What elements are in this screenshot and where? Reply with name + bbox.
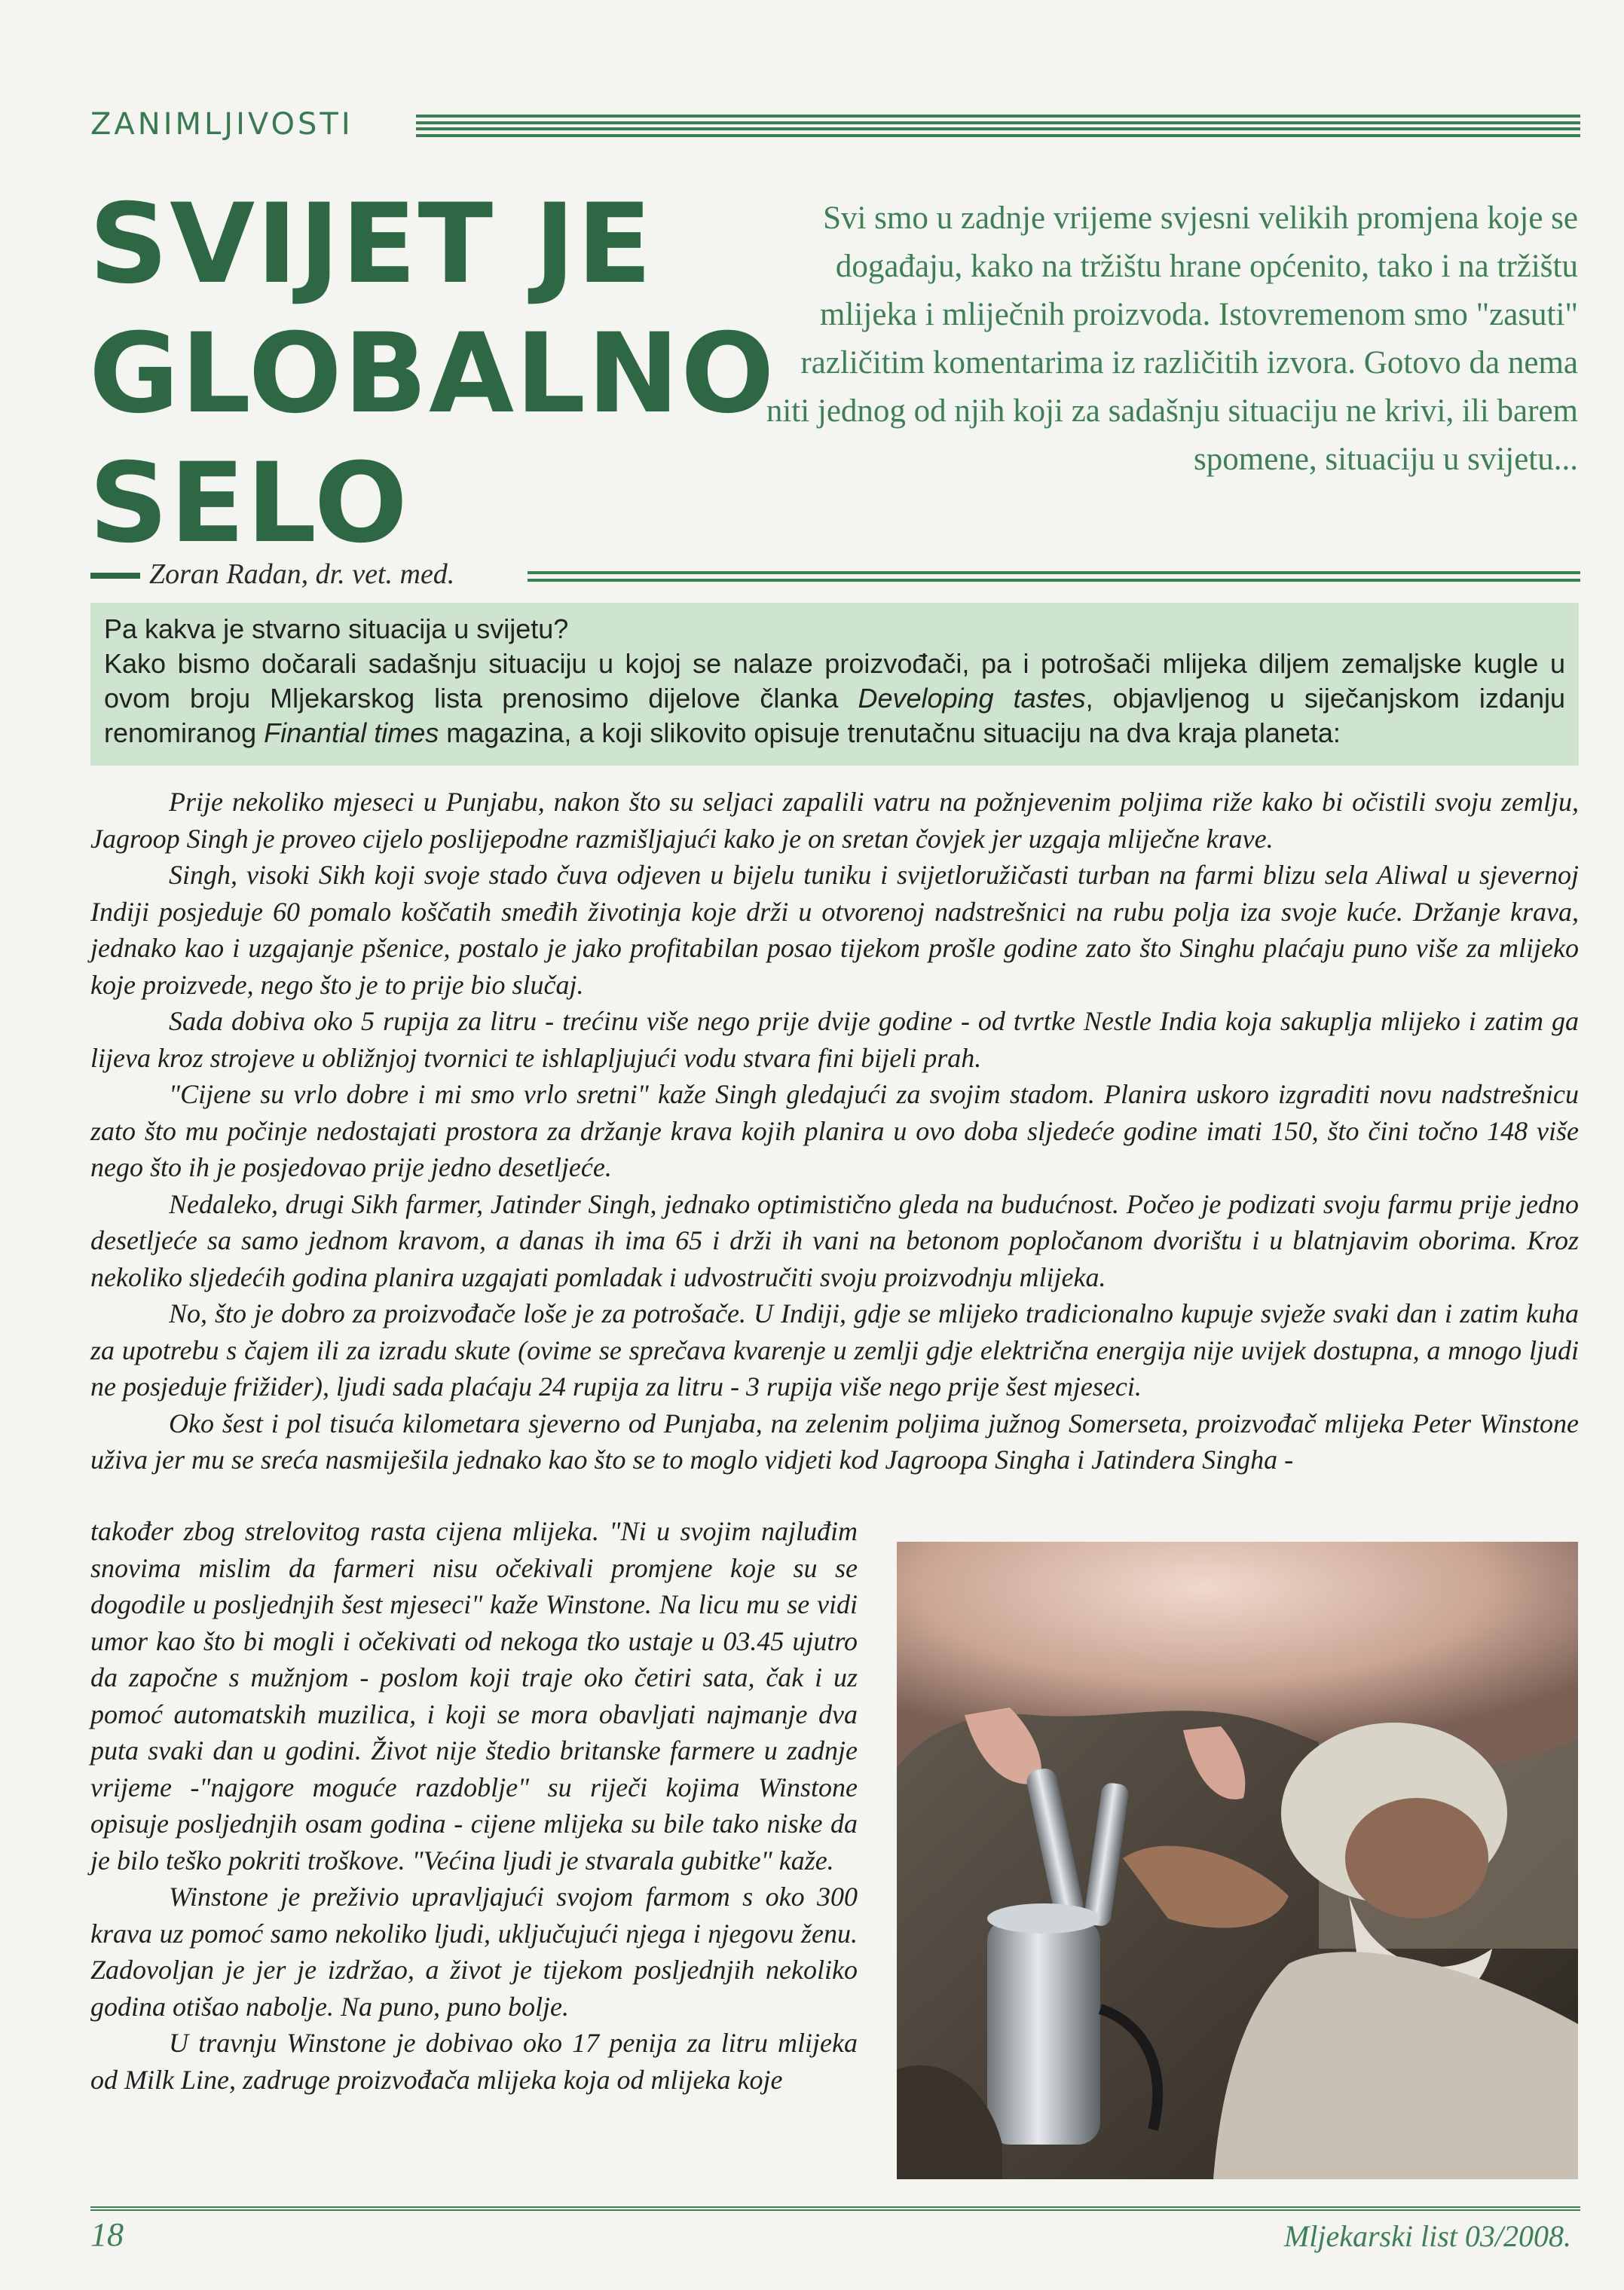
magazine-source-name: Finantial times [264,717,439,748]
author-dash [90,573,140,579]
article-lead: Svi smo u zadnje vrijeme svjesni velikih promjena koje se događaju, kako na tržištu hrane općenito, tako i na tržištu mlijeka i mliječnih proizvoda. Istovremenom smo "zasuti" različitim komentarima iz različitih izvora. Gotovo da nema niti jednog od njih koji za sadašnju situaciju ne krivi, ili barem spomene, situaciju u svijetu... [766,200,1578,477]
body-paragraph: također zbog strelovitog rasta cijena mlijeka. "Ni u svojim najluđim snovima mislim da farmeri nisu očekivali promjene koje su se dogodile u posljednjih šest mjeseci" kaže Winstone. Na licu mu se vidi umor kao što bi mogli i očekivati od nekoga tko ustaje u 03.45 ujutro da započne s mužnjom - poslom koji traje oko četiri sata, čak i uz pomoć automatskih muzilica, i koji se mora obavljati najmanje dva puta svaki dan u godini. Život nije štedio britanske farmere u zadnje vrijeme -"najgore moguće razdoblje" su riječi kojima Winstone opisuje posljednjih osam godina - cijene mlijeka su bile tako niske da je bilo teško pokriti troškove. "Većina ljudi je stvarala gubitke" kaže. [90,1516,858,1876]
article-title [89,179,775,568]
magazine-issue: Mljekarski list 03/2008. [1283,2219,1571,2253]
body-paragraph: "Cijene su vrlo dobre i mi smo vrlo sretni" kaže Singh gledajući za svojim stadom. Planira uskoro izgraditi novu nadstrešnicu zato što mu počinje nedostajati prostora za držanje krava kojih planira u ovo doba sljedeće godine imati 150, što čini točno 148 više nego što ih je posjedovao prije jedno desetljeće. [90,1079,1579,1182]
body-paragraph: Winstone je preživio upravljajući svojom farmom s oko 300 krava uz pomoć samo nekoliko ljudi, uključujući njega i njegovu ženu. Zadovoljan je jer je izdržao, a život je tijekom posljednjih nekoliko godina otišao nabolje. Na puno, puno bolje. [90,1882,858,2022]
intro-text-part: , objavljenog u siječanjskom izdanju renomiranog [104,683,1565,748]
title-line-2: GLOBALNO [89,310,776,438]
body-paragraph: U travnju Winstone je dobivao oko 17 penija za litru mlijeka od Milk Line, zadruge proizvođača mlijeka koja od mlijeka koje [90,2028,858,2095]
author-line [90,556,1580,594]
author-rule [528,571,1580,582]
title-line-1: SVIJET JE [89,180,653,308]
footer-rule [90,2206,1580,2211]
milking-photo-illustration [897,1542,1578,2179]
intro-text [104,647,1565,751]
title-line-3: SELO [89,439,409,567]
intro-text-part: magazina, a koji slikovito opisuje trenutačnu situaciju na dva kraja planeta: [439,717,1341,748]
body-paragraph: No, što je dobro za proizvođače loše je za potrošače. U Indiji, gdje se mlijeko tradicionalno kupuje svježe svaki dan i zatim kuha za upotrebu s čajem ili za izradu skute (ovime se sprečava kvarenje u zemlji gdje električna energija nije uvijek dostupna, a mnogo ljudi ne posjeduje frižider), ljudi sada plaćaju 24 rupija za litru - 3 rupija više nego prije šest mjeseci. [90,1298,1579,1402]
body-paragraph: Oko šest i pol tisuća kilometara sjeverno od Punjaba, na zelenim poljima južnog Somerseta, proizvođač mlijeka Peter Winstone uživa jer mu se sreća nasmiješila jednako kao što se to moglo vidjeti kod Jagroopa Singha i Jatindera Singha - [90,1408,1579,1475]
article-source-title: Developing tastes [858,683,1086,714]
body-paragraph: Sada dobiva oko 5 rupija za litru - trećinu više nego prije dvije godine - od tvrtke Nestle India koja sakuplja mlijeko i zatim ga lijeva kroz strojeve u obližnjoj tvornici te ishlapljujući vodu stvara fini bijeli prah. [90,1006,1579,1073]
article-body [90,784,1579,1478]
section-rule [416,115,1580,137]
milking-photo [897,1542,1578,2179]
article-body-narrow [90,1513,858,2098]
author-name: Zoran Radan, dr. vet. med. [149,558,455,590]
intro-question: Pa kakva je stvarno situacija u svijetu? [104,613,569,644]
section-label: ZANIMLJIVOSTI [90,107,353,142]
body-paragraph: Nedaleko, drugi Sikh farmer, Jatinder Singh, jednako optimistično gleda na budućnost. Počeo je podizati svoju farmu prije jedno desetljeće sa samo jednom kravom, a danas ih ima 65 i drži ih vani na betonom popločanom dvorištu i u blatnjavim oborima. Kroz nekoliko sljedećih godina planira uzgajati pomladak i udvostručiti svoju proizvodnju mlijeka. [90,1188,1579,1292]
body-paragraph: Prije nekoliko mjeseci u Punjabu, nakon što su seljaci zapalili vatru na požnjevenim poljima riže kako bi očistili svoju zemlju, Jagroop Singh je proveo cijelo poslijepodne razmišljajući kako je on sretan čovjek jer uzgaja mliječne krave. [90,787,1579,854]
page-number: 18 [90,2216,124,2253]
intro-box [90,603,1579,766]
intro-text-part: Kako bismo dočarali sadašnju situaciju u kojoj se nalaze proizvođači, pa i potrošači mlijeka diljem zemaljske kugle u ovom broju Mljekarskog lista prenosimo dijelove članka [104,648,1565,714]
body-paragraph: Singh, visoki Sikh koji svoje stado čuva odjeven u bijelu tuniku i svijetloružičasti turban na farmi blizu sela Aliwal u sjevernoj Indiji posjeduje 60 pomalo koščatih smeđih životinja koje drži u otvorenoj nadstrešnici na rubu polja iza svoje kuće. Držanje krava, jednako kao i uzgajanje pšenice, postalo je jako profitabilan posao tijekom prošle godine zato što Singhu plaćaju puno više za mlijeko koje proizvede, nego što je to prije bio slučaj. [90,860,1579,1000]
